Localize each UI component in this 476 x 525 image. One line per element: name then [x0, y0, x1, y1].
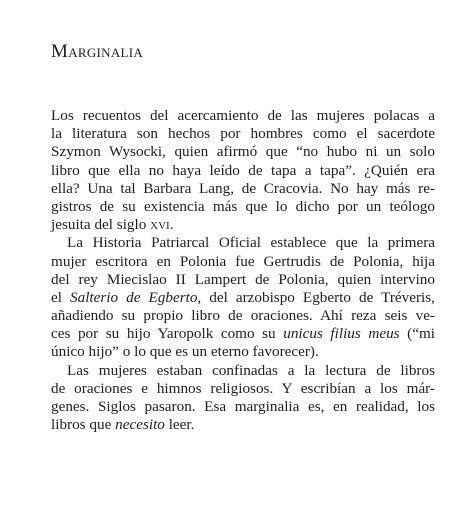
text-line — [51, 216, 435, 234]
emphasized-word: necesito — [115, 416, 165, 434]
text-line: libro que ella no haya leído de tapa a tapa”. ¿Quién era — [51, 161, 435, 179]
text-line: la literatura son hechos por hombres como el sacerdote — [51, 125, 435, 143]
text-segment: ces por su hijo Yaropolk como su — [51, 325, 284, 343]
text-segment: (“mi — [399, 325, 435, 343]
text-segment: . — [169, 216, 174, 234]
text-line: Szymon Wysocki, quien afirmó que “no hubo ni un solo — [51, 143, 435, 161]
body-text — [51, 107, 435, 434]
text-line: mujer escritora en Polonia fue Gertrudis de Polonia, hija — [51, 252, 435, 270]
paragraph-3 — [51, 362, 435, 435]
text-line — [51, 289, 435, 307]
text-line: único hijo” o lo que es un eterno favorecer). — [51, 343, 319, 361]
text-segment: jesuita del siglo — [51, 216, 151, 234]
text-segment: el — [51, 288, 70, 306]
text-line — [51, 416, 435, 434]
text-segment: leer. — [164, 416, 195, 434]
paragraph-1 — [51, 107, 435, 234]
text-line: añadiendo su propio libro de oraciones. Ahí reza seis ve- — [51, 307, 435, 325]
text-segment: , del arzobispo Egberto de Tréveris, — [197, 288, 435, 306]
text-segment: libros que — [51, 416, 116, 434]
text-line: gistros de su existencia más que lo dicho por un teólogo — [51, 197, 435, 215]
text-line: La Historia Patriarcal Oficial establece que la primera — [67, 234, 435, 252]
paragraph-2 — [51, 234, 435, 361]
book-title: Salterio de Egberto — [70, 288, 198, 306]
latin-phrase: unicus filius meus — [283, 325, 400, 343]
text-line: Las mujeres estaban confinadas a la lectura de libros — [67, 361, 435, 379]
chapter-title: Marginalia — [51, 41, 144, 62]
text-line — [51, 325, 435, 343]
text-line: del rey Miecislao II Lampert de Polonia, quien intervino — [51, 270, 435, 288]
text-line: ella? Una tal Barbara Lang, de Cracovia. No hay más re- — [51, 179, 435, 197]
text-line: genes. Siglos pasaron. Esa marginalia es, en realidad, los — [51, 398, 435, 415]
text-line: Los recuentos del acercamiento de las mujeres polacas a — [51, 107, 435, 124]
text-line: de oraciones e himnos religiosos. Y escribían a los már- — [51, 379, 435, 397]
roman-numeral: xvi — [150, 216, 170, 234]
